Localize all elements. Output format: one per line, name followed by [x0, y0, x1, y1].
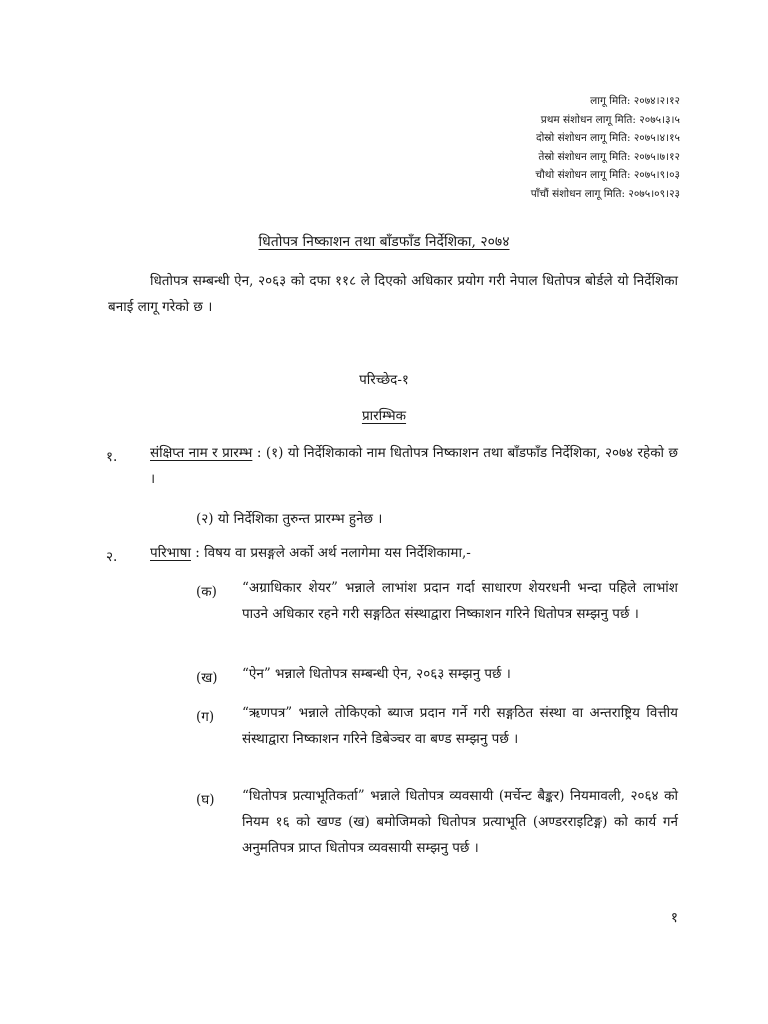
clause-label: (ग) — [196, 709, 215, 725]
clause-label: (ख) — [196, 670, 218, 686]
clause-text: “ऐन” भन्नाले धितोपत्र सम्बन्धी ऐन, २०६३ सम्झनु पर्छ । — [242, 666, 511, 682]
section-body: संक्षिप्त नाम र प्रारम्भ : (१) यो निर्देशिकाको नाम धितोपत्र निष्काशन तथा बाँडफाँड निर्देशिका, २०७४ रहेको छ । — [150, 445, 678, 487]
section-number: १. — [106, 449, 118, 465]
clause-label: (घ) — [196, 792, 215, 808]
chapter-number: परिच्छेद-१ — [359, 372, 409, 388]
effective-dates-block — [531, 92, 680, 203]
amendment-date-line: चौथो संशोधन लागू मिति: २०७५।९।०३ — [535, 169, 680, 181]
section-body: परिभाषा : विषय वा प्रसङ्गले अर्को अर्थ नलागेमा यस निर्देशिकामा,- — [150, 545, 471, 561]
section-heading: परिभाषा — [150, 545, 191, 561]
clause-text: “धितोपत्र प्रत्याभूतिकर्ता” भन्नाले धितोपत्र व्यवसायी (मर्चेन्ट बैङ्कर) नियमावली, २०६४ को नियम १६ को खण्ड (ख) बमोजिमको धितोपत्र प्रत्याभूति (अण्डरराइटिङ्ग) को कार्य गर्न अनुमतिपत्र प्राप्त धितोपत्र व्यवसायी सम्झनु पर्छ । — [242, 788, 678, 856]
amendment-date-line: दोस्रो संशोधन लागू मिति: २०७५।४।१५ — [536, 132, 680, 144]
amendment-date-line: तेस्रो संशोधन लागू मिति: २०७५।७।१२ — [538, 150, 680, 163]
amendment-date-line: पाँचौं संशोधन लागू मिति: २०७५।०९।२३ — [530, 187, 680, 200]
clause-label: (क) — [196, 584, 217, 600]
chapter-title: प्रारम्भिक — [361, 408, 407, 424]
subsection-text: (२) यो निर्देशिका तुरुन्त प्रारम्भ हुनेछ । — [196, 511, 383, 527]
clause-text: “अग्राधिकार शेयर” भन्नाले लाभांश प्रदान गर्दा साधारण शेयरधनी भन्दा पहिले लाभांश पाउने अधिकार रहने गरी सङ्गठित संस्थाद्वारा निष्काशन गरिने धितोपत्र सम्झनु पर्छ । — [242, 580, 678, 622]
document-title: धितोपत्र निष्काशन तथा बाँडफाँड निर्देशिका, २०७४ — [258, 234, 510, 250]
section-number: २. — [106, 549, 118, 565]
page-number: १ — [670, 910, 678, 926]
preamble-paragraph: धितोपत्र सम्बन्धी ऐन, २०६३ को दफा ११८ ले दिएको अधिकार प्रयोग गरी नेपाल धितोपत्र बोर्डले यो निर्देशिका बनाई लागू गरेको छ । — [108, 273, 678, 315]
section-heading: संक्षिप्त नाम र प्रारम्भ — [150, 445, 253, 461]
clause-text: “ऋणपत्र” भन्नाले तोकिएको ब्याज प्रदान गर्ने गरी सङ्गठित संस्था वा अन्तराष्ट्रिय वित्तीय संस्थाद्वारा निष्काशन गरिने डिबेञ्चर वा बण्ड सम्झनु पर्छ । — [242, 705, 678, 747]
amendment-date-line: प्रथम संशोधन लागू मिति: २०७५।३।५ — [540, 113, 680, 126]
effective-date-line: लागू मिति: २०७४।२।१२ — [590, 95, 680, 107]
